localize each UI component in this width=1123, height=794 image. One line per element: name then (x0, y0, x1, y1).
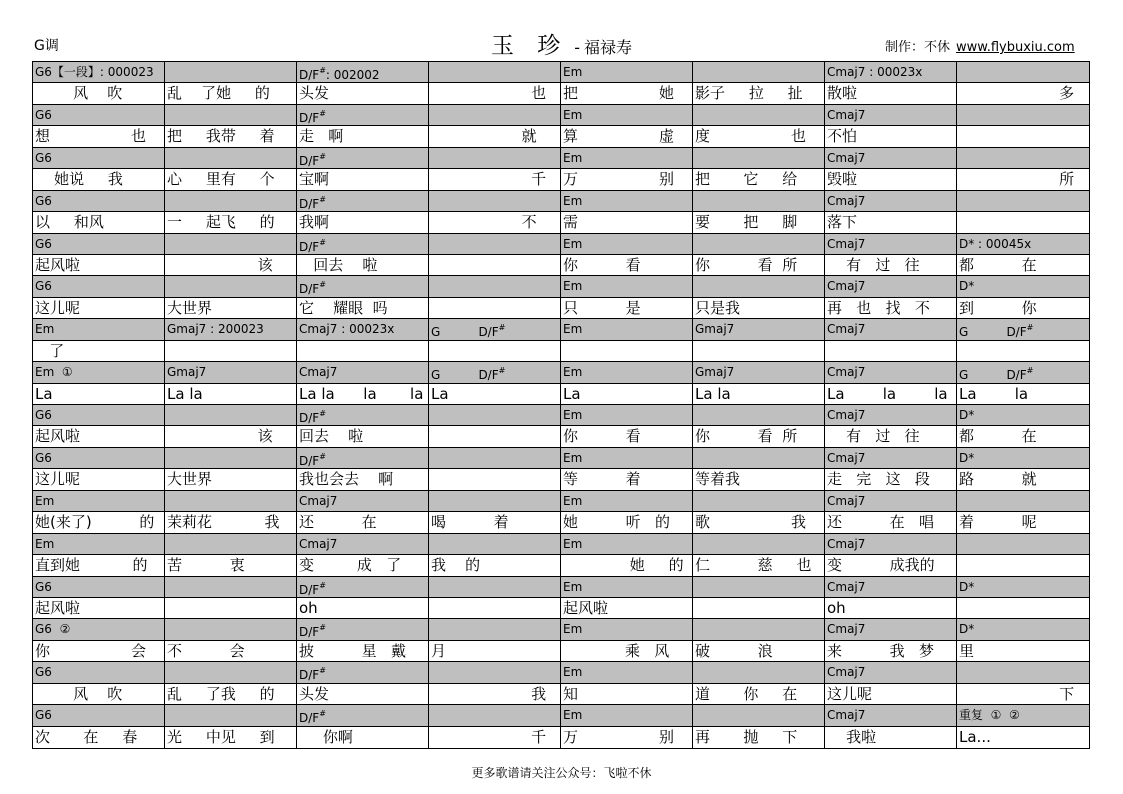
lyric-cell: 变 成我的 (825, 555, 957, 576)
chord-cell: G D/F# (429, 362, 561, 383)
chord-cell: D/F# (297, 405, 429, 426)
lyric-cell (429, 469, 561, 490)
chord-cell: D/F# (297, 276, 429, 297)
lyric-cell: 光 中见 到 (165, 727, 297, 748)
lyric-cell: La la la la (297, 384, 429, 405)
chord-cell: Em (561, 534, 693, 555)
lyric-cell: La la (165, 384, 297, 405)
lyric-cell: 再 也 找 不 (825, 298, 957, 319)
chord-cell (165, 491, 297, 512)
sharp-sign: # (319, 108, 326, 118)
chord-cell: Em (561, 619, 693, 640)
chord-sheet-grid (32, 61, 1090, 749)
chord-cell (957, 191, 1089, 212)
chord-cell: Em ① (33, 362, 165, 383)
lyric-cell: 月 (429, 641, 561, 662)
sharp-sign: # (319, 709, 326, 719)
lyric-cell: 我啊 (297, 212, 429, 233)
chord-cell: D* (957, 619, 1089, 640)
chord-cell: 重复 ① ② (957, 705, 1089, 726)
lyric-cell: 道 你 在 (693, 684, 825, 705)
lyric-cell: 该 (165, 255, 297, 276)
sharp-sign: # (1026, 366, 1034, 376)
lyric-cell: 想 也 (33, 126, 165, 147)
lyric-cell (429, 598, 561, 619)
lyric-cell: La (33, 384, 165, 405)
chord-cell: G6 (33, 276, 165, 297)
chord-cell: Cmaj7 (825, 534, 957, 555)
title-separator: - (574, 38, 581, 57)
chord-cell: G6 (33, 662, 165, 683)
lyric-cell: 再 抛 下 (693, 727, 825, 748)
lyric-cell (957, 212, 1089, 233)
lyric-cell (429, 255, 561, 276)
chord-cell: Em (561, 276, 693, 297)
chord-cell (693, 577, 825, 598)
sharp-sign: # (319, 66, 326, 75)
lyric-cell: 还 在 (297, 512, 429, 533)
lyric-cell: 来 我 梦 (825, 641, 957, 662)
lyric-cell: La la (957, 384, 1089, 405)
lyric-cell: 你 看 所 (693, 426, 825, 447)
chord-cell: D/F# (297, 662, 429, 683)
lyric-cell: 散啦 (825, 83, 957, 104)
sharp-sign: # (319, 151, 326, 161)
lyric-cell: 以 和风 (33, 212, 165, 233)
sharp-sign: # (319, 280, 326, 290)
chord-cell (429, 105, 561, 126)
lyric-cell (429, 298, 561, 319)
chord-cell (429, 448, 561, 469)
chord-cell: Em (561, 577, 693, 598)
chord-cell: Em (561, 234, 693, 255)
lyric-cell: 度 也 (693, 126, 825, 147)
sharp-sign: # (498, 323, 506, 333)
chord-cell: Gmaj7 (693, 362, 825, 383)
chord-cell (429, 619, 561, 640)
lyric-cell: 落下 (825, 212, 957, 233)
lyric-cell: La la (693, 384, 825, 405)
chord-cell (429, 234, 561, 255)
lyric-cell: 风 吹 (33, 684, 165, 705)
chord-cell: D/F# (297, 148, 429, 169)
lyric-cell: 起风啦 (33, 598, 165, 619)
lyric-cell: 我也会去 啊 (297, 469, 429, 490)
chord-cell: D/F#: 002002 (297, 62, 429, 83)
chord-cell: Cmaj7 (825, 405, 957, 426)
sharp-sign: # (319, 623, 326, 633)
lyric-cell: 我 (429, 684, 561, 705)
chord-cell (165, 62, 297, 83)
lyric-cell: 你 会 (33, 641, 165, 662)
lyric-cell: 它 耀眼 吗 (297, 298, 429, 319)
chord-cell: Em (33, 319, 165, 340)
sharp-sign: # (319, 451, 326, 461)
chord-cell: G6【一段】: 000023 (33, 62, 165, 83)
lyric-cell: 她 的 (561, 555, 693, 576)
lyric-cell: 多 (957, 83, 1089, 104)
chord-cell: Em (561, 362, 693, 383)
chord-cell: Cmaj7 (825, 448, 957, 469)
chord-cell: G6 (33, 405, 165, 426)
chord-cell (957, 491, 1089, 512)
chord-cell (165, 662, 297, 683)
lyric-cell: 把 她 (561, 83, 693, 104)
chord-cell (429, 705, 561, 726)
chord-cell (429, 148, 561, 169)
chord-cell: G6 (33, 148, 165, 169)
chord-cell (429, 491, 561, 512)
chord-cell: Em (561, 62, 693, 83)
chord-cell: Cmaj7 (825, 491, 957, 512)
chord-cell: G6 (33, 705, 165, 726)
chord-cell: Em (561, 405, 693, 426)
lyric-cell: 茉莉花 我 (165, 512, 297, 533)
lyric-cell: 不怕 (825, 126, 957, 147)
chord-cell (165, 448, 297, 469)
lyric-cell: oh (825, 598, 957, 619)
chord-cell (693, 662, 825, 683)
chord-cell: G6 ② (33, 619, 165, 640)
chord-cell (165, 105, 297, 126)
lyric-cell: 她 听 的 (561, 512, 693, 533)
song-title: 玉 珍 (490, 33, 569, 59)
sharp-sign: # (498, 366, 506, 376)
chord-cell (693, 62, 825, 83)
credit-line (885, 36, 1075, 55)
chord-cell: D/F# (297, 191, 429, 212)
chord-cell: G6 (33, 448, 165, 469)
lyric-cell (165, 341, 297, 362)
chord-cell: Cmaj7 (825, 662, 957, 683)
song-artist: 福禄寿 (584, 38, 633, 57)
lyric-cell: 一 起飞 的 (165, 212, 297, 233)
lyric-cell: 万 别 (561, 727, 693, 748)
lyric-cell: 都 在 (957, 255, 1089, 276)
lyric-cell: 只是我 (693, 298, 825, 319)
chord-cell: G6 (33, 234, 165, 255)
chord-cell (165, 191, 297, 212)
sharp-sign: # (319, 409, 326, 418)
chord-cell: Cmaj7 (825, 105, 957, 126)
chord-cell (957, 534, 1089, 555)
chord-cell: D/F# (297, 619, 429, 640)
lyric-cell: 仁 慈 也 (693, 555, 825, 576)
lyric-cell (825, 341, 957, 362)
lyric-cell: 乱 了我 的 (165, 684, 297, 705)
lyric-cell: 歌 我 (693, 512, 825, 533)
lyric-cell: 到 你 (957, 298, 1089, 319)
chord-cell: D/F# (297, 234, 429, 255)
lyric-cell: 都 在 (957, 426, 1089, 447)
lyric-cell: 回去 啦 (297, 255, 429, 276)
chord-cell (429, 191, 561, 212)
chord-cell: D/F# (297, 705, 429, 726)
chord-cell (429, 577, 561, 598)
chord-cell: D/F# (297, 448, 429, 469)
key-label: G调 (34, 38, 59, 54)
lyric-cell (297, 341, 429, 362)
sharp-sign: # (319, 194, 326, 204)
chord-cell: D/F# (297, 105, 429, 126)
chord-cell (693, 534, 825, 555)
lyric-cell: 影子 拉 扯 (693, 83, 825, 104)
chord-cell (693, 276, 825, 297)
lyric-cell: 走 完 这 段 (825, 469, 957, 490)
chord-cell: D* (957, 405, 1089, 426)
chord-cell (693, 148, 825, 169)
lyric-cell: 有 过 往 (825, 255, 957, 276)
lyric-cell: 知 (561, 684, 693, 705)
lyric-cell: 该 (165, 426, 297, 447)
lyric-cell: 心 里有 个 (165, 169, 297, 190)
lyric-cell: 不 (429, 212, 561, 233)
chord-cell (429, 662, 561, 683)
lyric-cell: 千 (429, 727, 561, 748)
chord-cell: G6 (33, 105, 165, 126)
lyric-cell: 下 (957, 684, 1089, 705)
chord-cell: Em (561, 105, 693, 126)
lyric-cell: 等 着 (561, 469, 693, 490)
lyric-cell: 万 别 (561, 169, 693, 190)
chord-cell: Em (561, 491, 693, 512)
chord-cell: Cmaj7 (825, 234, 957, 255)
chord-cell: Cmaj7 (825, 577, 957, 598)
chord-cell: Gmaj7 (693, 319, 825, 340)
lyric-cell: 还 在 唱 (825, 512, 957, 533)
lyric-cell: La... (957, 727, 1089, 748)
lyric-cell: 把 它 给 (693, 169, 825, 190)
chord-cell: Cmaj7 (297, 491, 429, 512)
lyric-cell: oh (297, 598, 429, 619)
lyric-cell: 你 看 (561, 426, 693, 447)
chord-cell: G D/F# (957, 319, 1089, 340)
chord-cell (957, 105, 1089, 126)
sharp-sign: # (1026, 323, 1034, 333)
chord-cell: D* (957, 577, 1089, 598)
lyric-cell (957, 598, 1089, 619)
lyric-cell: 算 虚 (561, 126, 693, 147)
lyric-cell: 我 的 (429, 555, 561, 576)
lyric-cell: 也 (429, 83, 561, 104)
lyric-cell: 有 过 往 (825, 426, 957, 447)
chord-cell: Cmaj7 (825, 148, 957, 169)
chord-cell: Em (33, 491, 165, 512)
lyric-cell: 宝啊 (297, 169, 429, 190)
chord-cell (693, 705, 825, 726)
chord-cell: Cmaj7 (297, 362, 429, 383)
lyric-cell: 这儿呢 (33, 469, 165, 490)
chord-cell: D/F# (297, 577, 429, 598)
lyric-cell (693, 341, 825, 362)
sharp-sign: # (319, 580, 326, 590)
lyric-cell (693, 598, 825, 619)
chord-cell (693, 491, 825, 512)
lyric-cell (429, 341, 561, 362)
chord-cell: Cmaj7 (825, 619, 957, 640)
chord-cell (957, 62, 1089, 83)
lyric-cell: 走 啊 (297, 126, 429, 147)
lyric-cell (429, 426, 561, 447)
lyric-cell: 次 在 春 (33, 727, 165, 748)
chord-cell: Cmaj7 : 00023x (297, 319, 429, 340)
lyric-cell: 你 看 (561, 255, 693, 276)
lyric-cell: 需 (561, 212, 693, 233)
lyric-cell: 等着我 (693, 469, 825, 490)
lyric-cell: 路 就 (957, 469, 1089, 490)
chord-cell: Cmaj7 (297, 534, 429, 555)
chord-cell (165, 577, 297, 598)
chord-cell (693, 448, 825, 469)
chord-cell (693, 105, 825, 126)
chord-cell (165, 276, 297, 297)
lyric-cell: 回去 啦 (297, 426, 429, 447)
footer-note: 更多歌谱请关注公众号：飞啦不休 (471, 766, 652, 780)
chord-cell (429, 405, 561, 426)
chord-cell: G D/F# (957, 362, 1089, 383)
lyric-cell: 大世界 (165, 298, 297, 319)
lyric-cell: 头发 (297, 83, 429, 104)
chord-cell: D* (957, 448, 1089, 469)
chord-cell (165, 234, 297, 255)
lyric-cell: 乘 风 (561, 641, 693, 662)
chord-cell (165, 534, 297, 555)
chord-cell (957, 662, 1089, 683)
lyric-cell: 你 看 所 (693, 255, 825, 276)
lyric-cell: 就 (429, 126, 561, 147)
lyric-cell: 喝 着 (429, 512, 561, 533)
lyric-cell: 起风啦 (33, 255, 165, 276)
lyric-cell: 这儿呢 (825, 684, 957, 705)
chord-cell (429, 62, 561, 83)
lyric-cell (957, 555, 1089, 576)
lyric-cell: 她说 我 (33, 169, 165, 190)
chord-cell (165, 619, 297, 640)
chord-cell: Em (33, 534, 165, 555)
chord-cell (165, 705, 297, 726)
chord-cell (693, 405, 825, 426)
lyric-cell (561, 341, 693, 362)
website-link[interactable]: www.flybuxiu.com (956, 40, 1075, 55)
chord-cell: Em (561, 191, 693, 212)
chord-cell: G6 (33, 191, 165, 212)
chord-cell: Cmaj7 (825, 319, 957, 340)
lyric-cell: 毁啦 (825, 169, 957, 190)
lyric-cell: 起风啦 (561, 598, 693, 619)
lyric-cell: 你啊 (297, 727, 429, 748)
chord-cell: G6 (33, 577, 165, 598)
lyric-cell: 千 (429, 169, 561, 190)
chord-cell: Em (561, 705, 693, 726)
chord-cell (693, 619, 825, 640)
lyric-cell: 所 (957, 169, 1089, 190)
lyric-cell: La (561, 384, 693, 405)
lyric-cell: 她(来了) 的 (33, 512, 165, 533)
chord-cell: Cmaj7 (825, 276, 957, 297)
lyric-cell: 里 (957, 641, 1089, 662)
lyric-cell: 不 会 (165, 641, 297, 662)
chord-cell: Gmaj7 : 200023 (165, 319, 297, 340)
lyric-cell: 大世界 (165, 469, 297, 490)
lyric-cell (957, 341, 1089, 362)
chord-cell: Cmaj7 (825, 191, 957, 212)
chord-cell: Em (561, 662, 693, 683)
lyric-cell: 这儿呢 (33, 298, 165, 319)
lyric-cell: 了 (33, 341, 165, 362)
lyric-cell (165, 598, 297, 619)
chord-cell (693, 191, 825, 212)
lyric-cell: La (429, 384, 561, 405)
lyric-cell: 披 星 戴 (297, 641, 429, 662)
lyric-cell: 破 浪 (693, 641, 825, 662)
chord-cell (429, 534, 561, 555)
chord-cell (957, 148, 1089, 169)
chord-cell: D* (957, 276, 1089, 297)
lyric-cell: 直到她 的 (33, 555, 165, 576)
chord-cell: Gmaj7 (165, 362, 297, 383)
lyric-cell (957, 126, 1089, 147)
chord-cell: Em (561, 319, 693, 340)
chord-cell: D* : 00045x (957, 234, 1089, 255)
lyric-cell: 变 成 了 (297, 555, 429, 576)
lyric-cell: 只 是 (561, 298, 693, 319)
chord-cell: Em (561, 148, 693, 169)
chord-cell (165, 405, 297, 426)
lyric-cell: 把 我带 着 (165, 126, 297, 147)
lyric-cell: 头发 (297, 684, 429, 705)
lyric-cell: 着 呢 (957, 512, 1089, 533)
lyric-cell: 乱 了她 的 (165, 83, 297, 104)
credit-author: 制作：不休 (885, 40, 951, 55)
chord-cell (693, 234, 825, 255)
lyric-cell: 风 吹 (33, 83, 165, 104)
sharp-sign: # (319, 666, 326, 676)
chord-cell (165, 148, 297, 169)
sharp-sign: # (319, 237, 326, 247)
lyric-cell: 苦 衷 (165, 555, 297, 576)
chord-cell (429, 276, 561, 297)
lyric-cell: La la la (825, 384, 957, 405)
lyric-cell: 起风啦 (33, 426, 165, 447)
lyric-cell: 要 把 脚 (693, 212, 825, 233)
chord-cell: Cmaj7 (825, 362, 957, 383)
chord-cell: Em (561, 448, 693, 469)
chord-cell: G D/F# (429, 319, 561, 340)
chord-cell: Cmaj7 : 00023x (825, 62, 957, 83)
chord-cell: Cmaj7 (825, 705, 957, 726)
lyric-cell: 我啦 (825, 727, 957, 748)
